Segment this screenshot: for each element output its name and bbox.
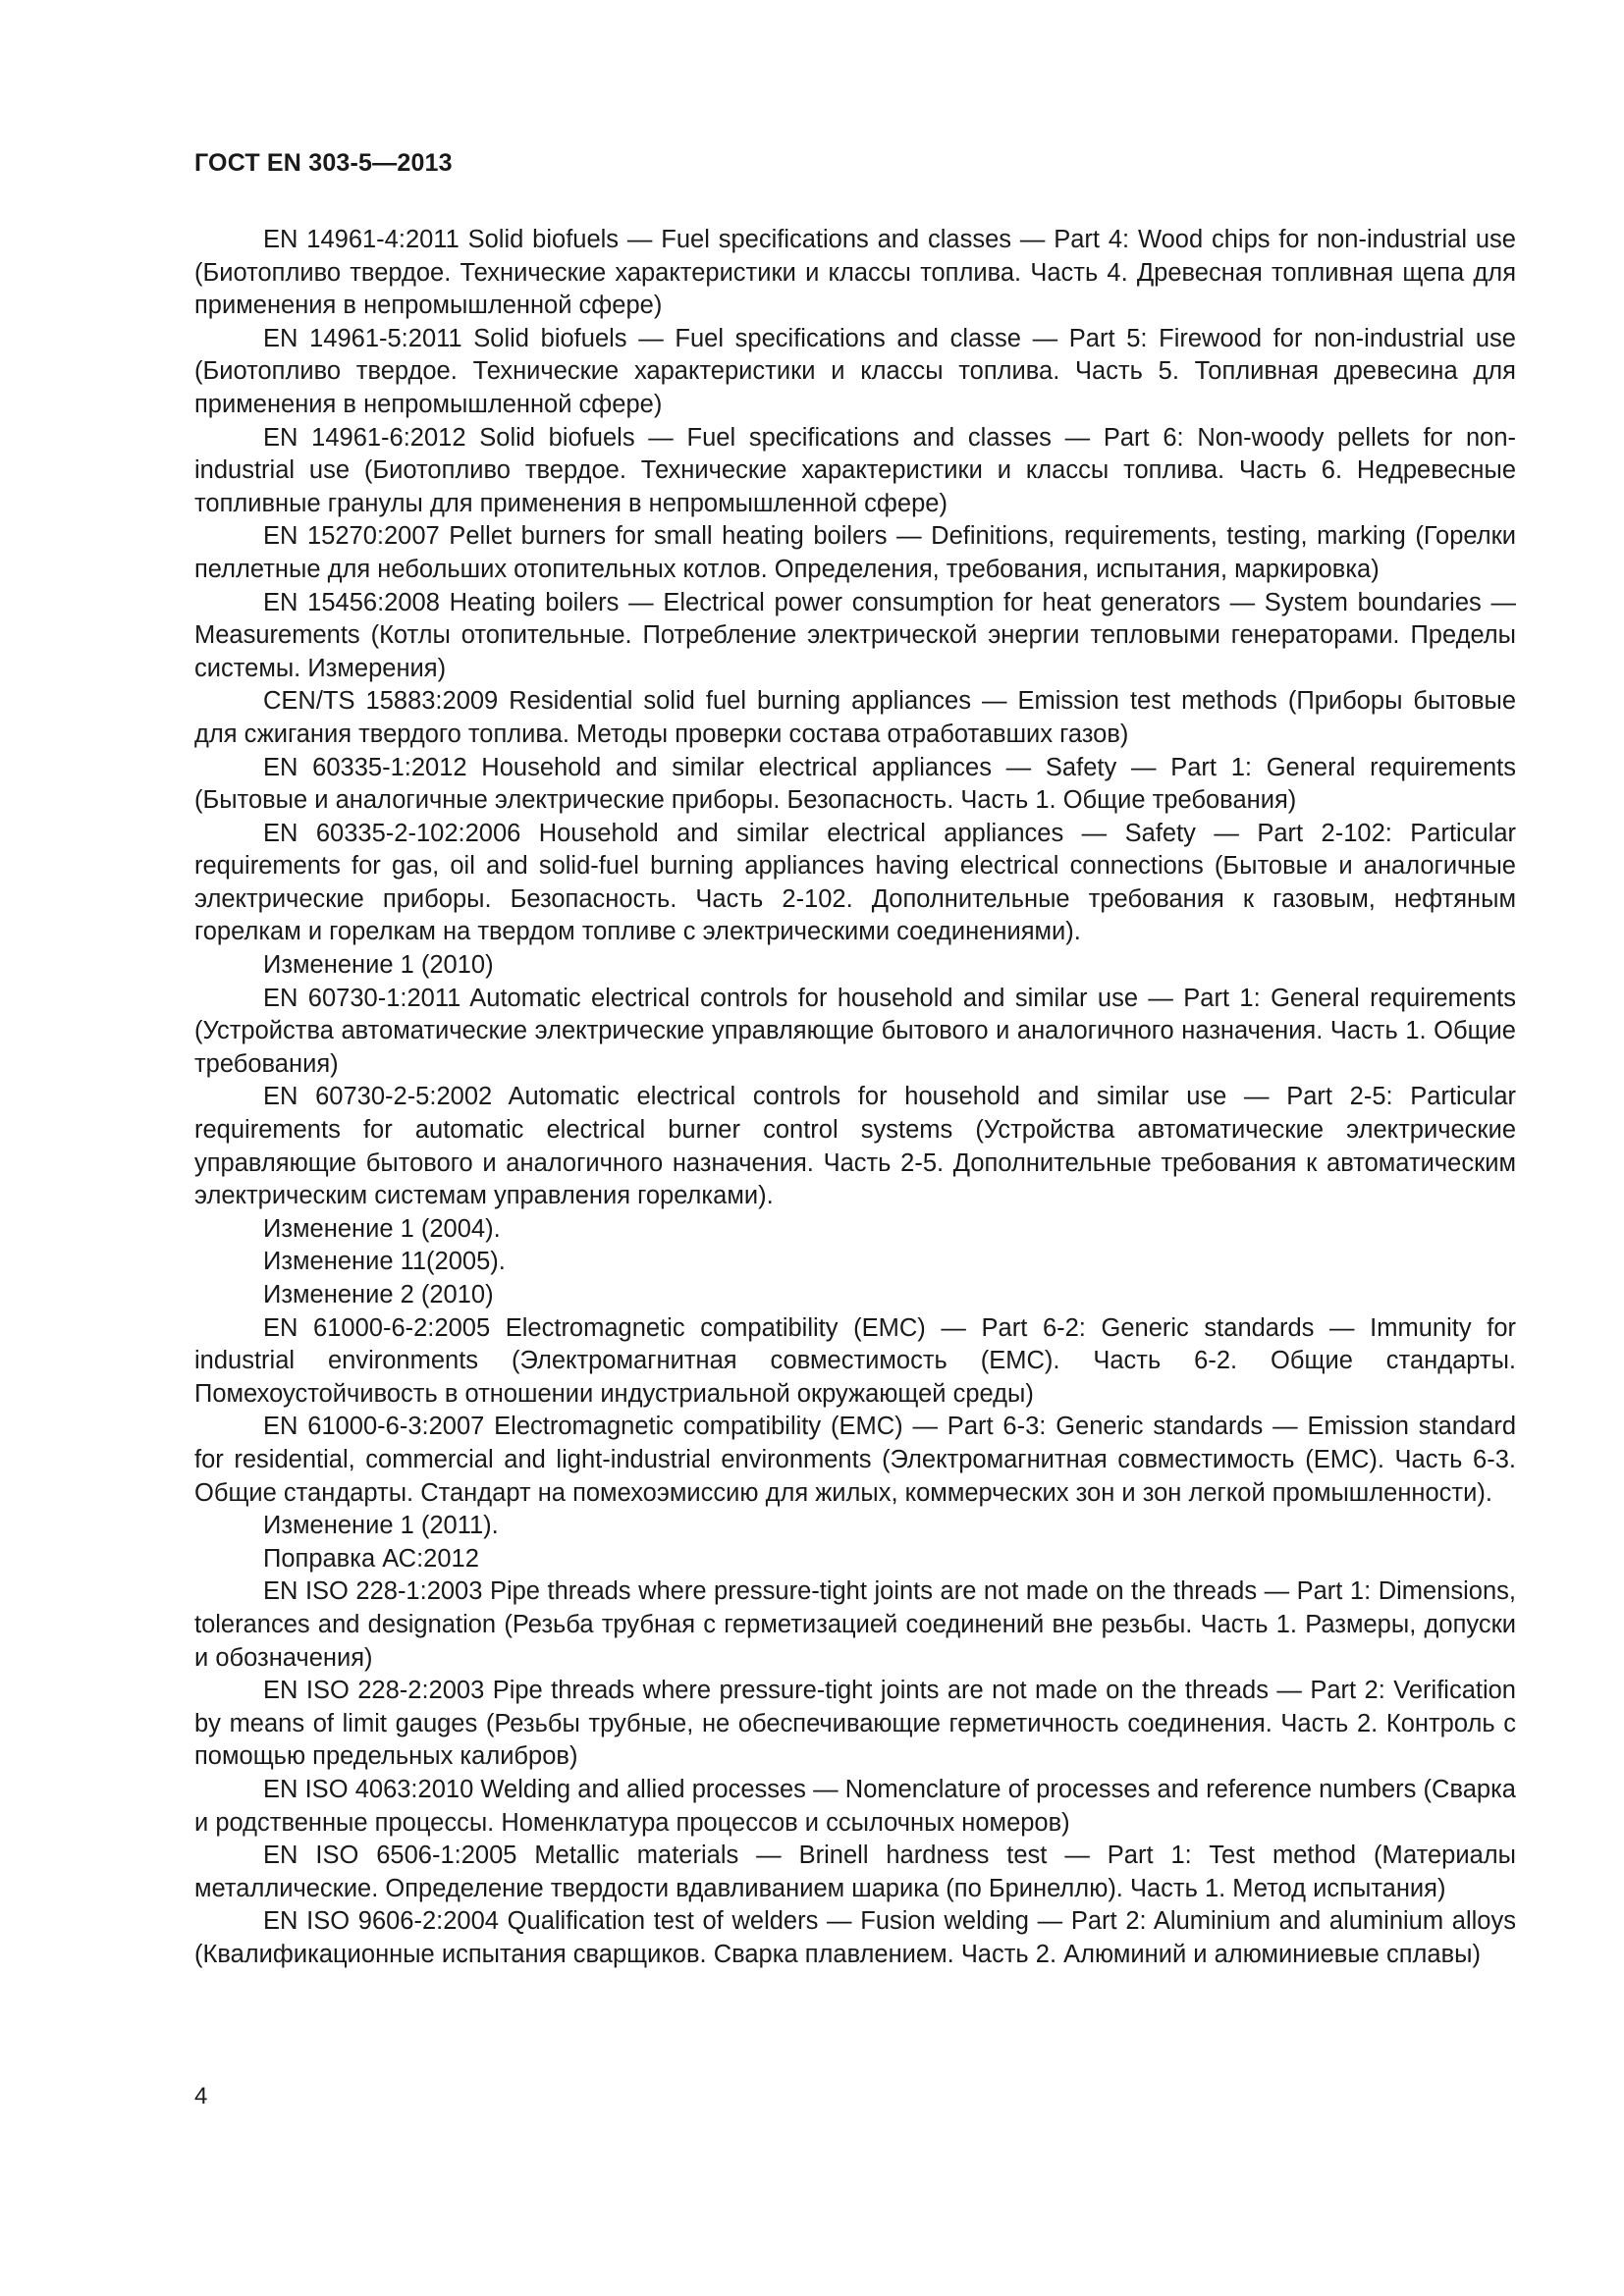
reference-paragraph: EN 15270:2007 Pellet burners for small heating boilers — Definitions, requirements, testing, marking (Горелки пеллетные для небольших отопительных котлов. Определения, требования, испытания, маркировка)	[194, 522, 1516, 583]
reference-paragraph: EN 61000-6-3:2007 Electromagnetic compatibility (EMC) — Part 6-3: Generic standards — Emission standard for residential, commercial and light-industrial environments (Электромагнитная совместимость (ЕМС). Часть 6-3. Общие стандарты. Стандарт на помехоэмиссию для жилых, коммерческих зон и зон легкой промышленности).	[194, 1413, 1516, 1507]
references-list	[194, 224, 1516, 1971]
page-number: 4	[194, 2083, 208, 2109]
amendment-line: Изменение 2 (2010)	[263, 1281, 494, 1308]
reference-paragraph: EN ISO 6506-1:2005 Metallic materials — Brinell hardness test — Part 1: Test method (Материалы металлические. Определение твердости вдавливанием шарика (по Бринеллю). Часть 1. Метод испытания)	[194, 1842, 1516, 1902]
amendment-line: Изменение 11(2005).	[263, 1248, 506, 1276]
reference-paragraph: EN 61000-6-2:2005 Electromagnetic compatibility (EMC) — Part 6-2: Generic standards — Immunity for industrial environments (Электромагнитная совместимость (ЕМС). Часть 6-2. Общие стандарты. Помехоустойчивость в отношении индустриальной окружающей среды)	[194, 1313, 1516, 1408]
reference-paragraph: EN 60335-1:2012 Household and similar electrical appliances — Safety — Part 1: General requirements (Бытовые и аналогичные электрические приборы. Безопасность. Часть 1. Общие требования)	[194, 753, 1516, 815]
amendment-line: Изменение 1 (2004).	[263, 1214, 501, 1243]
reference-paragraph: EN 14961-5:2011 Solid biofuels — Fuel specifications and classe — Part 5: Firewood for non-industrial use (Биотопливо твердое. Технические характеристики и классы топлива. Часть 5. Топливная древесина для применения в непромышленной сфере)	[194, 324, 1516, 418]
reference-paragraph: EN 15456:2008 Heating boilers — Electrical power consumption for heat generators — System boundaries — Measurements (Котлы отопительные. Потребление электрической энергии тепловыми генераторами. Пределы системы. Измерения)	[194, 588, 1516, 682]
reference-paragraph: EN ISO 228-2:2003 Pipe threads where pressure-tight joints are not made on the threads — Part 2: Verification by means of limit gauges (Резьбы трубные, не обеспечивающие герметичность соединения. Часть 2. Контроль с помощью предельных калибров)	[194, 1677, 1516, 1771]
amendment-line: Поправка АС:2012	[263, 1544, 479, 1573]
reference-paragraph: EN ISO 9606-2:2004 Qualification test of welders — Fusion welding — Part 2: Aluminium and aluminium alloys (Квалификационные испытания сварщиков. Сварка плавлением. Часть 2. Алюминий и алюминиевые сплавы)	[194, 1907, 1516, 1968]
reference-paragraph: EN 60730-2-5:2002 Automatic electrical controls for household and similar use — Part 2-5: Particular requirements for automatic electrical burner control systems (Устройства автоматические электрические управляющие бытового и аналогичного назначения. Часть 2-5. Дополнительные требования к автоматическим электрическим системам управления горелками).	[194, 1083, 1516, 1210]
reference-paragraph: EN 60335-2-102:2006 Household and similar electrical appliances — Safety — Part 2-102: Particular requirements for gas, oil and solid-fuel burning appliances having electrical connections (Бытовые и аналогичные электрические приборы. Безопасность. Часть 2-102. Дополнительные требования к газовым, нефтяным горелкам и горелкам на твердом топливе с электрическими соединениями).	[194, 819, 1516, 946]
amendment-line: Изменение 1 (2010)	[263, 951, 494, 980]
reference-paragraph: EN ISO 4063:2010 Welding and allied processes — Nomenclature of processes and reference numbers (Сварка и родственные процессы. Номенклатура процессов и ссылочных номеров)	[194, 1775, 1516, 1837]
amendment-line: Изменение 1 (2011).	[263, 1512, 499, 1540]
document-header: ГОСТ EN 303-5—2013	[194, 149, 453, 177]
reference-paragraph: EN 60730-1:2011 Automatic electrical controls for household and similar use — Part 1: General requirements (Устройства автоматические электрические управляющие бытового и аналогичного назначения. Часть 1. Общие требования)	[194, 984, 1516, 1078]
reference-paragraph: CEN/TS 15883:2009 Residential solid fuel burning appliances — Emission test methods (Приборы бытовые для сжигания твердого топлива. Методы проверки состава отработавших газов)	[194, 687, 1516, 748]
reference-paragraph: EN 14961-4:2011 Solid biofuels — Fuel specifications and classes — Part 4: Wood chips for non-industrial use (Биотопливо твердое. Технические характеристики и классы топлива. Часть 4. Древесная топливная щепа для применения в непромышленной сфере)	[194, 226, 1516, 320]
reference-paragraph: EN ISO 228-1:2003 Pipe threads where pressure-tight joints are not made on the threads — Part 1: Dimensions, tolerances and designation (Резьба трубная с герметизацией соединений вне резьбы. Часть 1. Размеры, допуски и обозначения)	[194, 1577, 1516, 1672]
reference-paragraph: EN 14961-6:2012 Solid biofuels — Fuel specifications and classes — Part 6: Non-woody pellets for non-industrial use (Биотопливо твердое. Технические характеристики и классы топлива. Часть 6. Недревесные топливные гранулы для применения в непромышленной сфере)	[194, 423, 1516, 517]
